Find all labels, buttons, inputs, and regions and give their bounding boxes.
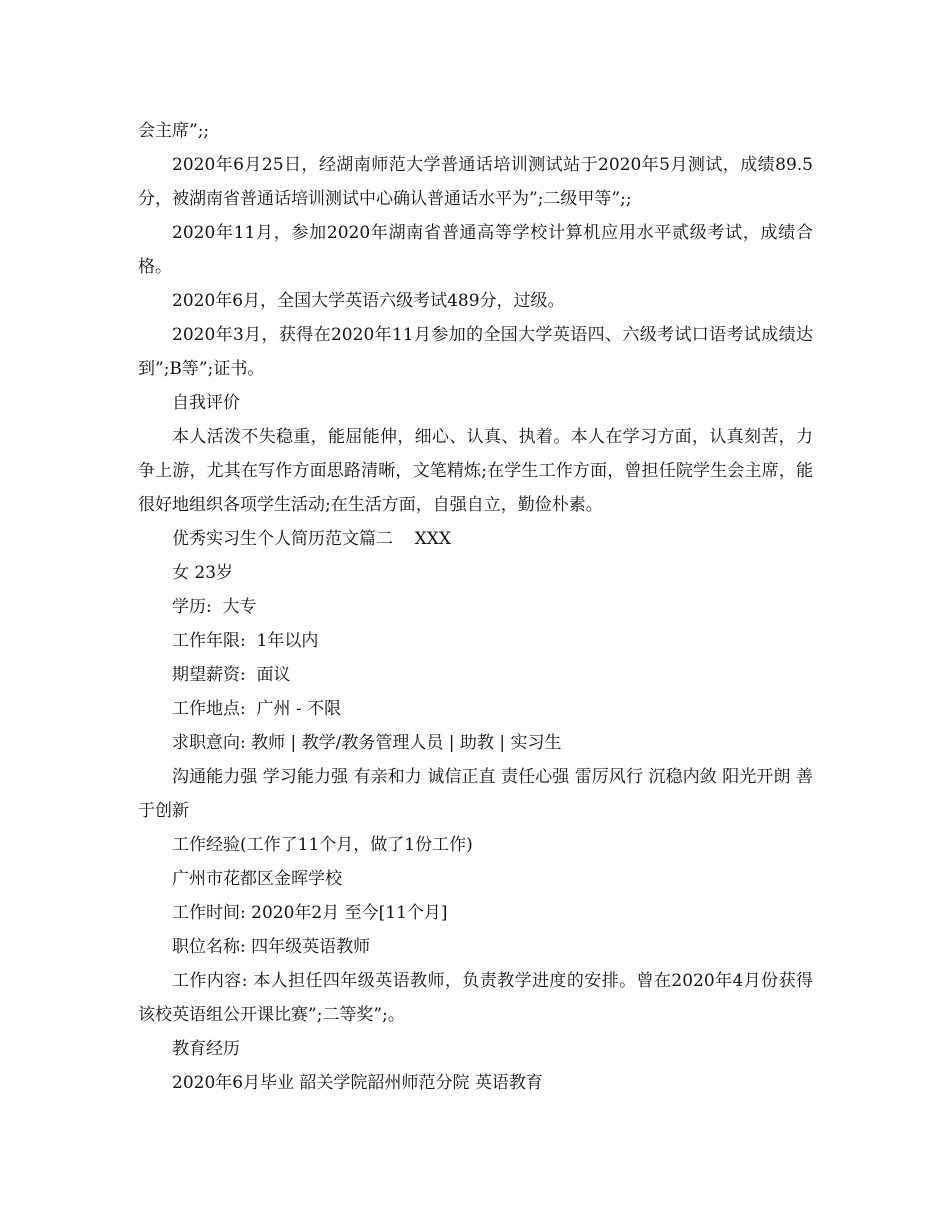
resume-work-location: 工作地点: 广州 - 不限	[172, 699, 342, 719]
section-heading-work-experience: 工作经验(工作了11个月，做了1份工作)	[172, 835, 473, 855]
work-content: 工作内容: 本人担任四年级英语教师，负责教学进度的安排。曾在2020年4月份获得该校英语组公开课比赛”;二等奖”;。	[138, 971, 813, 1025]
resume-gender-age: 女 23岁	[172, 563, 234, 583]
section-heading-education: 教育经历	[172, 1039, 240, 1059]
resume-job-intention: 求职意向: 教师 | 教学/教务管理人员 | 助教 | 实习生	[172, 733, 562, 753]
education-entry: 2020年6月毕业 韶关学院韶州师范分院 英语教育	[172, 1073, 543, 1093]
work-employer: 广州市花都区金晖学校	[172, 869, 342, 889]
paragraph-putonghua-test: 2020年6月25日，经湖南师范大学普通话培训测试站于2020年5月测试，成绩89.5分，被湖南省普通话培训测试中心确认普通话水平为”;二级甲等”;;	[138, 155, 813, 209]
paragraph-computer-exam: 2020年11月，参加2020年湖南省普通高等学校计算机应用水平贰级考试，成绩合格。	[138, 223, 813, 277]
resume-expected-salary: 期望薪资: 面议	[172, 665, 291, 685]
paragraph-self-evaluation: 本人活泼不失稳重，能屈能伸，细心、认真、执着。本人在学习方面，认真刻苦，力争上游，尤其在写作方面思路清晰，文笔精炼;在学生工作方面，曾担任院学生会主席，能很好地组织各项学生活动;在生活方面，自强自立，勤俭朴素。	[138, 427, 813, 515]
paragraph-continuation: 会主席”;;	[138, 121, 210, 141]
work-position: 职位名称: 四年级英语教师	[172, 937, 371, 957]
resume-education-level: 学历: 大专	[172, 597, 257, 617]
resume-work-years: 工作年限: 1年以内	[172, 631, 319, 651]
work-period: 工作时间: 2020年2月 至今[11个月]	[172, 903, 448, 923]
paragraph-cet6: 2020年6月，全国大学英语六级考试489分，过级。	[172, 291, 565, 311]
resume-title: 优秀实习生个人简历范文篇二 XXX	[172, 529, 451, 549]
resume-strengths: 沟通能力强 学习能力强 有亲和力 诚信正直 责任心强 雷厉风行 沉稳内敛 阳光开朗 善于创新	[138, 767, 813, 821]
document-page	[138, 114, 813, 1100]
section-heading-self-evaluation: 自我评价	[172, 393, 240, 413]
paragraph-oral-exam: 2020年3月，获得在2020年11月参加的全国大学英语四、六级考试口语考试成绩达到”;B等”;证书。	[138, 325, 813, 379]
